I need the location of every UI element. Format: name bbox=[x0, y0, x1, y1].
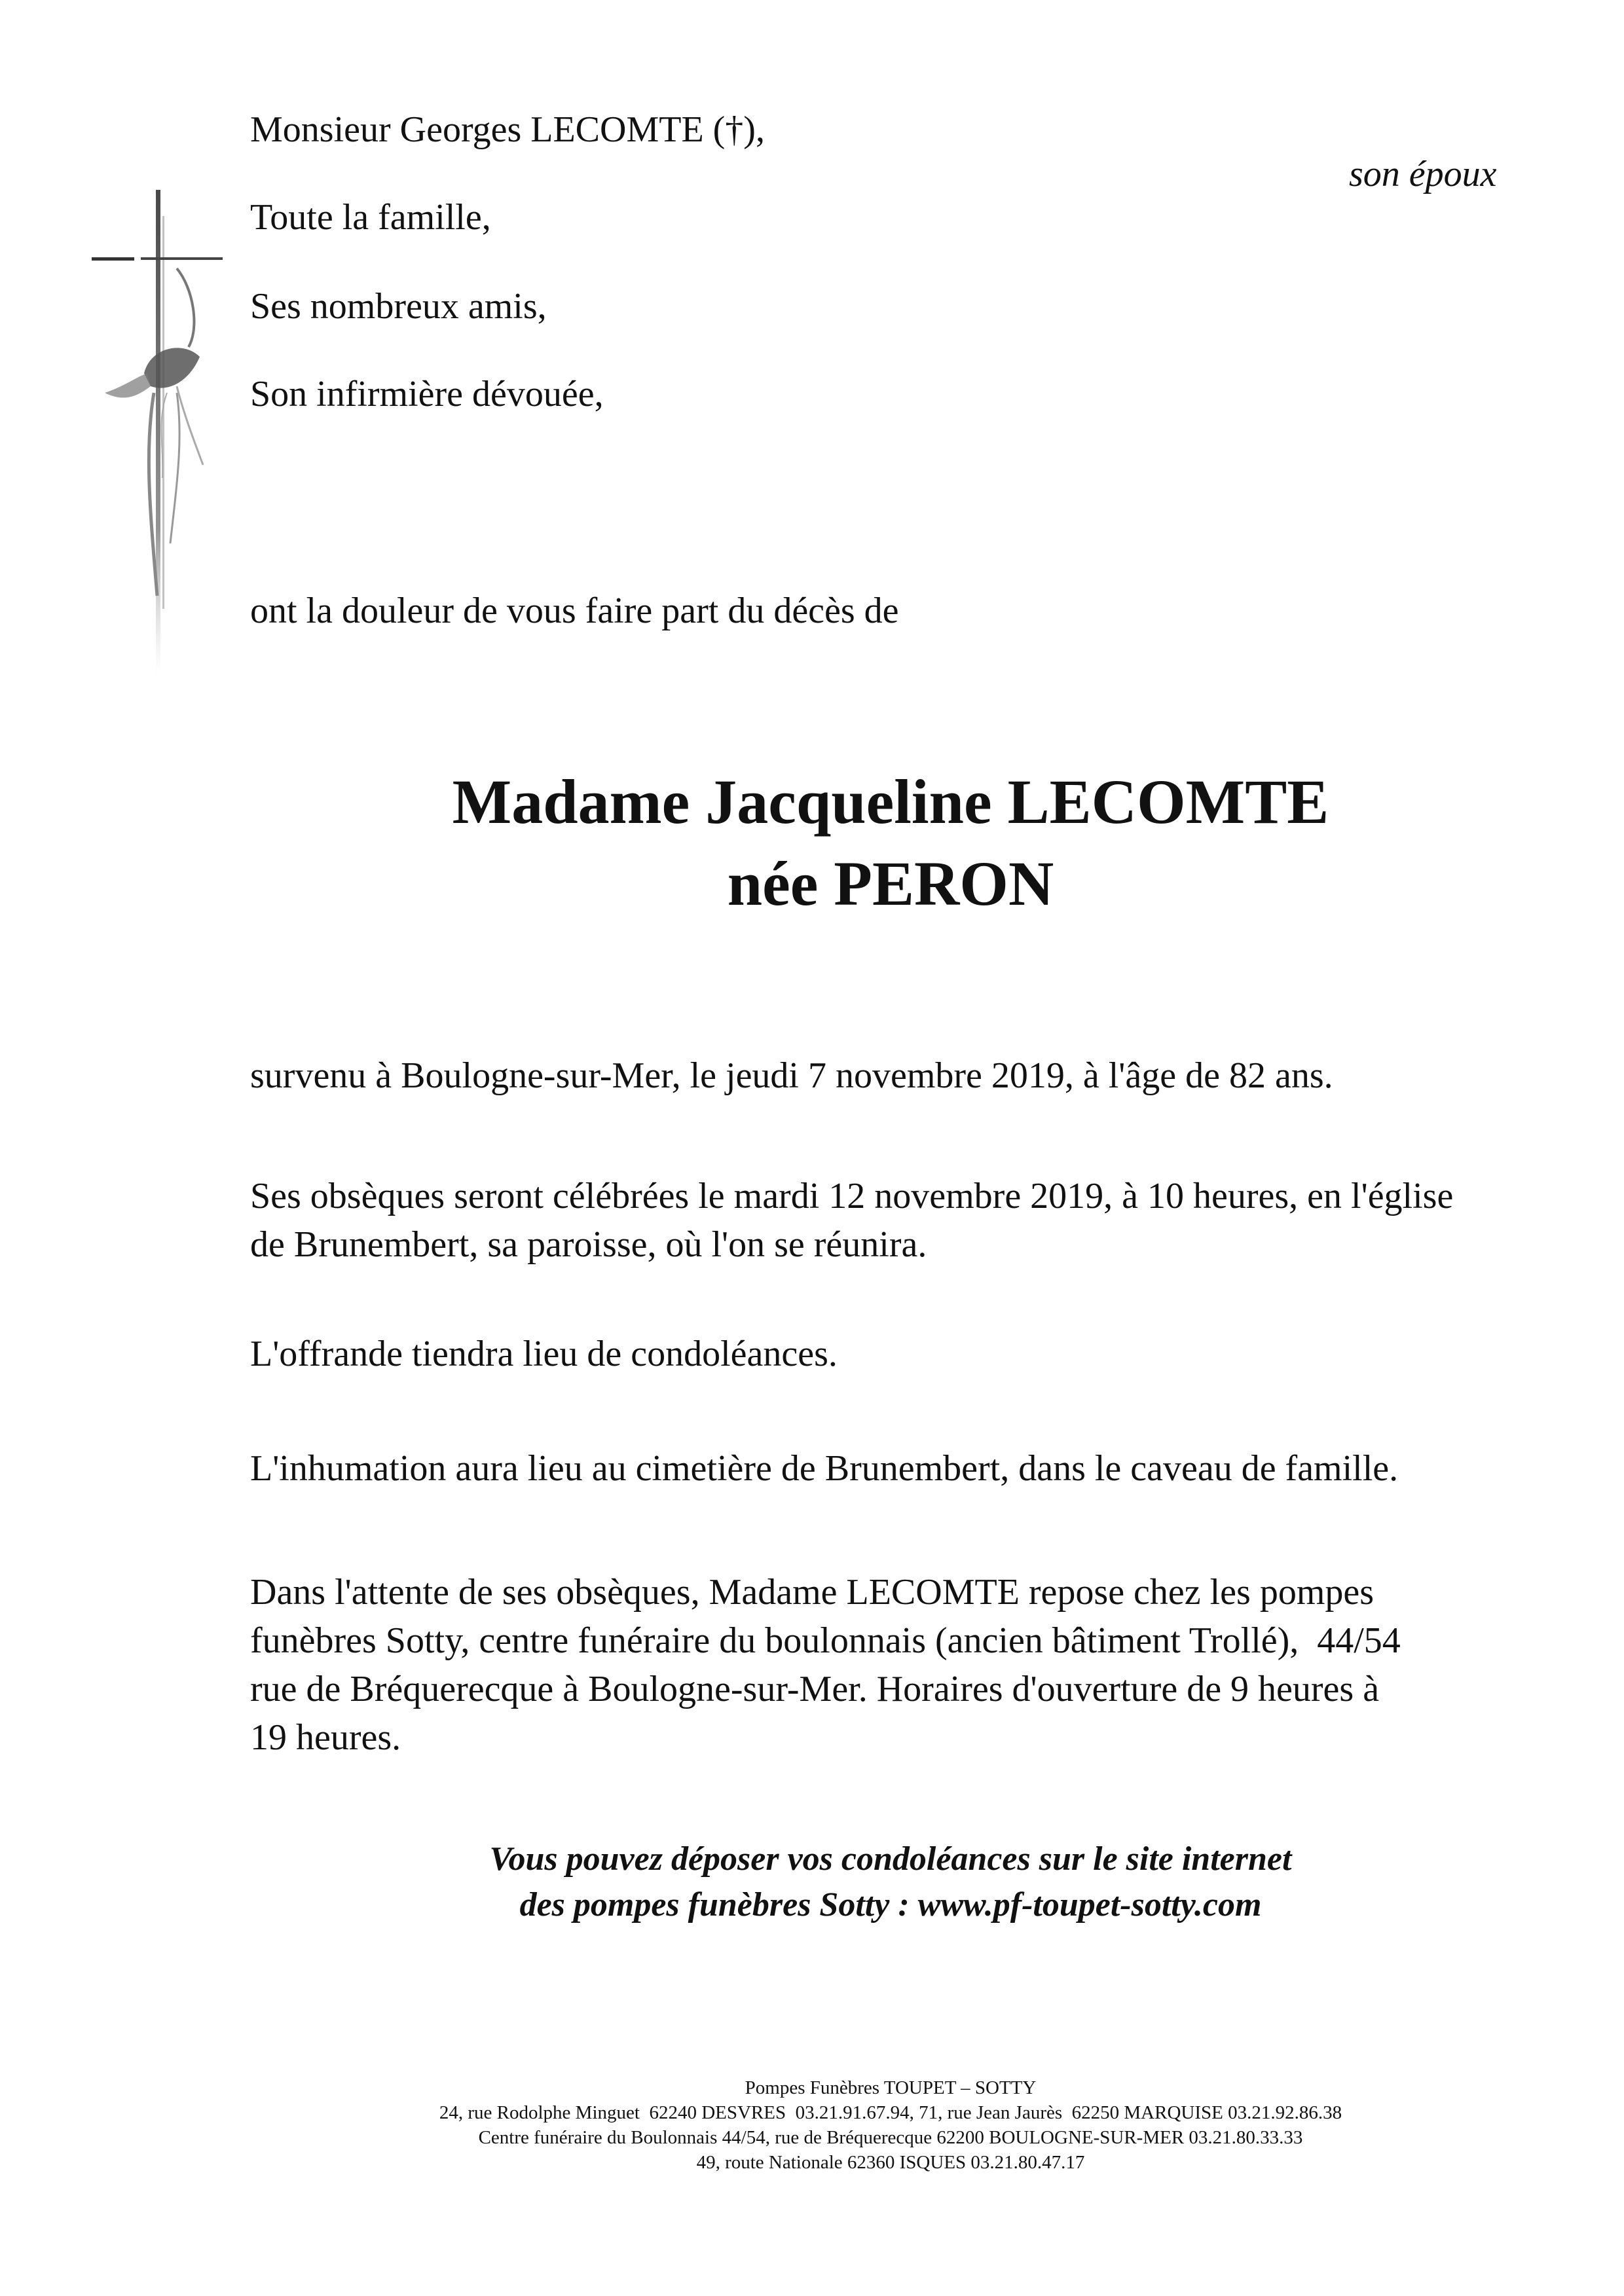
burial-paragraph: L'inhumation aura lieu au cimetière de Brunembert, dans le caveau de famille. bbox=[250, 1448, 1399, 1489]
mourner-friends: Ses nombreux amis, bbox=[250, 286, 547, 327]
repose-paragraph bbox=[250, 1568, 1401, 1762]
condolences-notice bbox=[79, 1836, 1624, 1928]
funeral-paragraph bbox=[250, 1172, 1453, 1269]
deceased-name: Madame Jacqueline LECOMTE bbox=[452, 767, 1329, 837]
footer-address-3: 49, route Nationale 62360 ISQUES 03.21.80.47.17 bbox=[696, 2152, 1085, 2173]
condolences-line-1: Vous pouvez déposer vos condoléances sur le site internet bbox=[489, 1840, 1292, 1878]
funeral-line-1: Ses obsèques seront célébrées le mardi 12 novembre 2019, à 10 heures, en l'église bbox=[250, 1176, 1454, 1216]
mourner-nurse: Son infirmière dévouée, bbox=[250, 374, 604, 414]
footer-company: Pompes Funèbres TOUPET – SOTTY bbox=[745, 2077, 1037, 2098]
repose-line-3: rue de Bréquerecque à Boulogne-sur-Mer. Horaires d'ouverture de 9 heures à bbox=[250, 1669, 1380, 1709]
repose-line-2: funèbres Sotty, centre funéraire du boulonnais (ancien bâtiment Trollé), 44/54 bbox=[250, 1620, 1401, 1661]
condolences-line-2: des pompes funèbres Sotty : www.pf-toupet-sotty.com bbox=[519, 1886, 1262, 1923]
footer-address-2: Centre funéraire du Boulonnais 44/54, rue de Bréquerecque 62200 BOULOGNE-SUR-MER 03.21.80.33.33 bbox=[478, 2127, 1303, 2148]
offering-paragraph: L'offrande tiendra lieu de condoléances. bbox=[250, 1334, 838, 1374]
mourner-family: Toute la famille, bbox=[250, 197, 491, 238]
mourner-husband: Monsieur Georges LECOMTE (†), bbox=[250, 109, 765, 150]
cross-lily-icon bbox=[79, 177, 249, 687]
deceased-maiden-name: née PERON bbox=[727, 848, 1054, 919]
funeral-home-footer bbox=[79, 2075, 1624, 2175]
repose-line-1: Dans l'attente de ses obsèques, Madame LECOMTE repose chez les pompes bbox=[250, 1572, 1375, 1613]
death-paragraph: survenu à Boulogne-sur-Mer, le jeudi 7 novembre 2019, à l'âge de 82 ans. bbox=[250, 1055, 1333, 1096]
funeral-line-2: de Brunembert, sa paroisse, où l'on se réunira. bbox=[250, 1224, 927, 1265]
repose-line-4: 19 heures. bbox=[250, 1717, 401, 1758]
husband-relation: son époux bbox=[1349, 154, 1497, 194]
announcement-intro: ont la douleur de vous faire part du décès de bbox=[250, 591, 899, 631]
footer-address-1: 24, rue Rodolphe Minguet 62240 DESVRES 03.21.91.67.94, 71, rue Jean Jaurès 62250 MARQUISE 03.21.92.86.38 bbox=[439, 2102, 1342, 2123]
